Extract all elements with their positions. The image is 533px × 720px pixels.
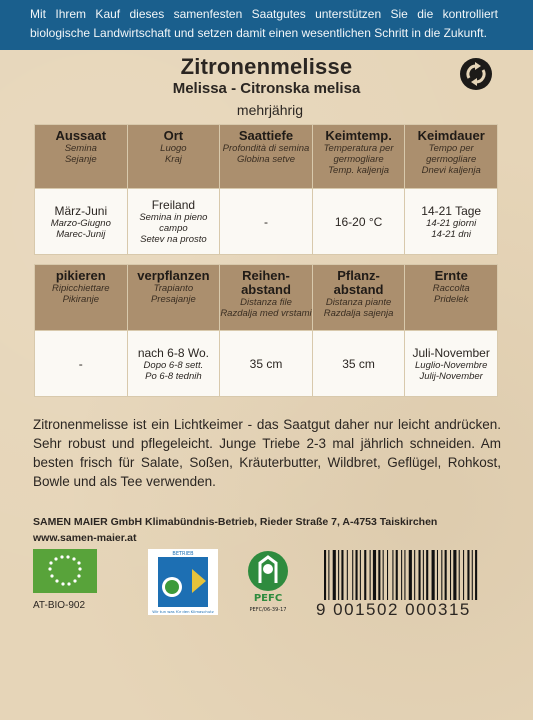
barcode-bar xyxy=(383,550,384,600)
header-name: Ernte xyxy=(434,268,468,283)
barcode-bar xyxy=(364,550,366,600)
value-main: 35 cm xyxy=(249,356,283,371)
header-sub: Tempo per germogliare xyxy=(426,143,477,165)
pefc-code: PEFC/06-39-17 xyxy=(249,607,287,613)
header-keimdauer xyxy=(405,125,498,189)
header-sub: Kraj xyxy=(164,154,182,165)
header-sub: Trapianto xyxy=(153,283,194,294)
value-keimdauer xyxy=(405,189,498,255)
barcode-bar xyxy=(437,550,438,600)
header-sub: Presajanje xyxy=(150,294,196,305)
barcode-number: 9 001502 000315 xyxy=(316,600,471,619)
planting-header-row xyxy=(35,265,498,331)
value-saattiefe xyxy=(220,189,313,255)
banner-text xyxy=(30,5,498,43)
barcode-bar xyxy=(373,550,376,600)
value-ort xyxy=(127,189,220,255)
header-keimtemp xyxy=(312,125,405,189)
barcode-bar xyxy=(356,550,358,600)
header-reihenabstand xyxy=(220,265,313,331)
value-ernte xyxy=(405,331,498,397)
value-sub: Semina in pieno campo xyxy=(139,212,208,234)
value-main: - xyxy=(78,356,83,371)
header-sub: Pridelek xyxy=(434,294,469,305)
klimabuendnis-logo xyxy=(148,549,218,615)
header-sub: Semina xyxy=(64,143,97,154)
barcode-bar xyxy=(453,550,456,600)
value-pflanzabstand xyxy=(312,331,405,397)
value-sub: Po 6-8 tednih xyxy=(145,370,202,382)
header-name: Reihen-abstand xyxy=(241,268,291,297)
barcode-bar xyxy=(378,550,380,600)
product-subtitle: Melissa - Citronska melisa xyxy=(172,80,361,97)
value-main: 14-21 Tage xyxy=(421,203,482,218)
value-main: - xyxy=(263,214,268,229)
header-sub: Dnevi kaljenja xyxy=(421,165,481,176)
value-main: Freiland xyxy=(151,198,196,212)
barcode-bar xyxy=(419,550,421,600)
barcode-bar xyxy=(409,550,412,600)
growing-description: Zitronenmelisse ist ein Lichtkeimer - das Saatgut daher nur leicht andrücken. Sehr robust und pflegeleicht. Junge Triebe 2-3 mal jährlich schneiden. Am besten frisch für Salate, Soßen, Kräuterbutter, Wildbret, Geflügel, Rohkost, Bowle und als Tee verwenden. xyxy=(33,417,501,489)
header-sub: Profondità di semina xyxy=(222,143,310,154)
header-sub: Distanza piante xyxy=(325,297,392,308)
barcode-bar xyxy=(441,550,442,600)
value-pikieren xyxy=(35,331,128,397)
value-sub: 14-21 giorni xyxy=(426,217,477,229)
value-sub: Setev na prosto xyxy=(140,234,207,245)
header-sub: Razdalja sajenja xyxy=(323,308,394,319)
planting-table xyxy=(34,264,498,397)
value-sub: Luglio-Novembre xyxy=(415,359,488,371)
recycle-icon xyxy=(460,58,492,90)
barcode-bar xyxy=(324,550,326,600)
barcode-bar xyxy=(341,550,343,600)
value-sub: Dopo 6-8 sett. xyxy=(143,359,204,371)
value-sub: Julij-November xyxy=(419,370,483,382)
eu-organic-leaf-logo xyxy=(33,549,97,593)
header-pikieren xyxy=(35,265,128,331)
barcode-bar xyxy=(328,550,329,600)
barcode-bar xyxy=(426,550,428,600)
website-link[interactable]: www.samen-maier.at xyxy=(33,532,137,544)
barcode-bar xyxy=(432,550,435,600)
header-name: Keimdauer xyxy=(417,128,485,143)
header-name: Pflanz-abstand xyxy=(333,268,384,297)
header-sub: Sejanje xyxy=(64,154,97,165)
value-reihenabstand xyxy=(220,331,313,397)
header-verpflanzen xyxy=(127,265,220,331)
barcode-bar xyxy=(333,550,336,600)
header-sub: Razdalja med vrstami xyxy=(220,308,312,319)
banner-line-2: biologische Landwirtschaft und setzen damit einen wesentlichen Schritt in die Zukunft. xyxy=(30,26,487,40)
value-main: nach 6-8 Wo. xyxy=(137,345,209,360)
barcode xyxy=(316,550,496,604)
banner-line-1: Mit Ihrem Kauf dieses samenfesten Saatgutes unterstützen Sie die kontrolliert xyxy=(30,7,498,21)
barcode-bar xyxy=(445,550,447,600)
company-address: SAMEN MAIER GmbH Klimabündnis-Betrieb, Rieder Straße 7, A-4753 Taiskirchen xyxy=(33,516,438,528)
header-name: Ort xyxy=(163,128,184,143)
klima-top-text: BETRIEB xyxy=(172,551,194,557)
header-name: Aussaat xyxy=(55,128,107,143)
header-sub: Luogo xyxy=(160,143,187,154)
barcode-bar xyxy=(450,550,451,600)
pefc-logo xyxy=(243,549,293,615)
barcode-bar xyxy=(360,550,361,600)
barcode-bar xyxy=(475,550,477,600)
header-pflanzabstand xyxy=(312,265,405,331)
header-sub: Globina setve xyxy=(236,154,296,165)
header-ernte xyxy=(405,265,498,331)
barcode-bar xyxy=(370,550,371,600)
header-name: Keimtemp. xyxy=(325,128,392,143)
value-keimtemp xyxy=(312,189,405,255)
barcode-bar xyxy=(463,550,464,600)
bio-control-code: AT-BIO-902 xyxy=(33,600,86,611)
product-name: Zitronenmelisse xyxy=(180,54,353,79)
barcode-bar xyxy=(352,550,353,600)
barcode-bar xyxy=(347,550,348,600)
value-main: Juli-November xyxy=(412,345,490,360)
value-main: 35 cm xyxy=(342,356,375,371)
value-main: März-Juni xyxy=(54,203,108,218)
product-lifecycle: mehrjährig xyxy=(236,102,304,118)
barcode-bar xyxy=(396,550,398,600)
header-saattiefe xyxy=(220,125,313,189)
barcode-bar xyxy=(387,550,388,600)
header-sub: Distanza file xyxy=(240,297,292,308)
header-name: Saattiefe xyxy=(238,128,294,143)
value-aussaat xyxy=(35,189,128,255)
sowing-value-row xyxy=(35,189,498,255)
klima-claim-text: Wir tun was für den Klimaschutz xyxy=(152,609,214,614)
barcode-bar xyxy=(472,550,473,600)
header-sub: Ripicchiettare xyxy=(52,283,110,294)
header-aussaat xyxy=(35,125,128,189)
barcode-bar xyxy=(392,550,393,600)
value-verpflanzen xyxy=(127,331,220,397)
barcode-bar xyxy=(423,550,424,600)
info-banner xyxy=(0,0,533,50)
barcode-bar xyxy=(404,550,405,600)
header-sub: Raccolta xyxy=(432,283,470,294)
sowing-table xyxy=(34,124,498,255)
barcode-bar xyxy=(401,550,402,600)
header-sub: Temperatura per germogliare xyxy=(323,143,394,165)
pefc-label: PEFC xyxy=(253,593,283,604)
barcode-bar xyxy=(414,550,415,600)
value-sub: Marec-Junij xyxy=(56,228,106,240)
sowing-header-row xyxy=(35,125,498,189)
header-name: pikieren xyxy=(55,268,106,283)
header-name: verpflanzen xyxy=(137,268,210,283)
barcode-bar xyxy=(459,550,460,600)
header-sub: Temp. kaljenja xyxy=(328,165,390,176)
barcode-bar xyxy=(467,550,469,600)
header-sub: Pikiranje xyxy=(62,294,100,305)
value-sub: Marzo-Giugno xyxy=(50,217,111,229)
value-main: 16-20 °C xyxy=(334,214,383,229)
barcode-bar xyxy=(338,550,339,600)
value-sub: 14-21 dni xyxy=(431,228,471,240)
header-ort xyxy=(127,125,220,189)
planting-value-row xyxy=(35,331,498,397)
